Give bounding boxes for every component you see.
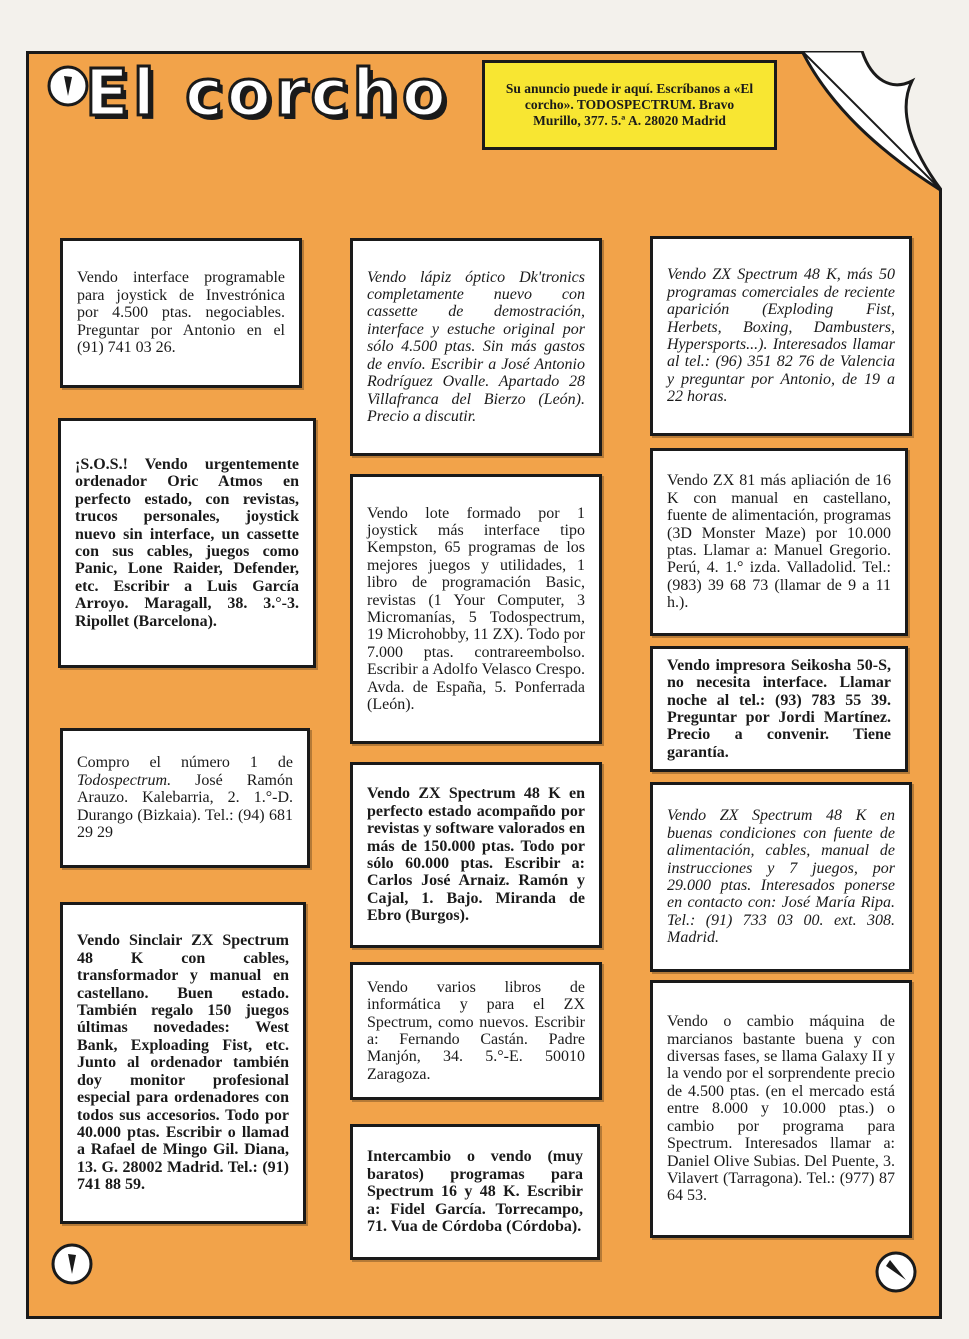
classified-ad — [350, 238, 602, 456]
classified-ad — [650, 980, 912, 1238]
classified-ad — [350, 474, 602, 744]
classified-ad — [350, 962, 602, 1100]
classified-ad — [60, 728, 310, 868]
ad-text: Vendo interface programable para joystick de Investrónica por 4.500 ptas. negociables. Preguntar por Antonio en el (91) 741 03 26. — [77, 269, 285, 357]
ad-text: Vendo lote formado por 1 joystick más interface tipo Kempston, 65 programas de los mejores juegos y utilidades, 1 libro de programación Basic, revistas (1 Your Computer, 3 Micromanías, 5 Todospectrum, 19 Microhobby, 11 ZX). Todo por 7.000 ptas. contrareembolso. Escribir a Adolfo Velasco Crespo. Avda. de España, 5. Ponferrada (León). — [367, 504, 585, 714]
magazine-name: Todospectrum. — [77, 771, 172, 789]
ad-text: Vendo impresora Seikosha 50-S, no necesita interface. Llamar noche al tel.: (93) 783 55 39. Preguntar por Jordi Martínez. Precio a convenir. Tiene garantía. — [667, 656, 891, 761]
classified-ad — [650, 646, 908, 772]
ad-text: Compro el número 1 de Todospectrum. José Ramón Arauzo. Kalebarria, 2. 1.°-D. Durango (Bizkaia). Tel.: (94) 681 29 29 — [77, 754, 293, 842]
classified-ad — [650, 236, 912, 436]
ad-text: Intercambio o vendo (muy baratos) programas para Spectrum 16 y 48 K. Escribir a: Fidel García. Torrecampo, 71. Vua de Córdoba (Córdoba). — [367, 1148, 583, 1236]
post-ad-notice: Su anuncio puede ir aquí. Escríbanos a «El corcho». TODOSPECTRUM. Bravo Murillo, 377. 5.ª A. 28020 Madrid — [482, 60, 777, 150]
classified-ad — [350, 1124, 600, 1260]
ad-text: Vendo varios libros de informática y para el ZX Spectrum, como nuevos. Escribir a: Fernando Castán. Padre Manjón, 34. 5.°-E. 50010 Zaragoza. — [367, 978, 585, 1083]
ad-text: Vendo Sinclair ZX Spectrum 48 K con cables, transformador y manual en castellano. Buen estado. También regalo 150 juegos últimas novedades: West Bank, Exploading Fist, etc. Junto al ordenador también doy monitor profesional especial para ordenadores con todos sus accesorios. Todo por 40.000 ptas. Escribir o llamad a Rafael de Mingo Gil. Diana, 13. G. 28002 Madrid. Tel.: (91) 741 88 59. — [77, 932, 289, 1194]
ad-text: Vendo ZX Spectrum 48 K en perfecto estado acompañdo por revistas y software valorados en más de 150.000 ptas. Todo por sólo 60.000 ptas. Escribir a: Carlos José Arnaiz. Ramón y Cajal, 1. Bajo. Miranda de Ebro (Burgos). — [367, 785, 585, 925]
section-title: El corcho — [85, 57, 450, 131]
classified-ad — [60, 238, 302, 388]
classified-ad — [60, 902, 306, 1224]
classified-ad — [350, 762, 602, 948]
classified-ad — [650, 782, 912, 972]
pushpin-icon — [50, 1242, 94, 1286]
ad-text: ¡S.O.S.! Vendo urgentemente ordenador Oric Atmos en perfecto estado, con revistas, trucos personales, joystick nuevo sin interface, un cassette con sus cables, juegos como Panic, Lone Raider, Defender, etc. Escribir a Luis García Arroyo. Maragall, 38. 3.°-3. Ripollet (Barcelona). — [75, 455, 299, 630]
ad-text: Vendo o cambio máquina de marcianos bastante buena y con diversas fases, se llama Galaxy II y la vendo por el sorprendente precio de 4.500 ptas. (en el mercado está entre 8.000 y 10.000 ptas.) o cambio por programa para Spectrum. Interesados llamar a: Daniel Olive Subias. Del Puente, 3. Vilavert (Tarragona). Tel.: (977) 87 64 53. — [667, 1013, 895, 1205]
pushpin-icon — [46, 64, 90, 108]
ad-text: Vendo ZX Spectrum 48 K, más 50 programas comerciales de reciente aparición (Exploding Fist, Herbets, Boxing, Dambusters, Hypersports...). Interesados llamar al tel.: (96) 351 82 76 de Valencia y preguntar por Antonio, de 19 a 22 horas. — [667, 266, 895, 406]
curled-page-corner-icon — [802, 51, 942, 191]
ad-text: Vendo lápiz óptico Dk'tronics completamente nuevo con cassette de demostración, interface y estuche original por sólo 4.500 ptas. Sin más gastos de envío. Escribir a José Antonio Rodríguez Ovalle. Apartado 28 Villafranca del Bierzo (León). Precio a discutir. — [367, 268, 585, 425]
classified-ad — [650, 448, 908, 636]
pushpin-icon — [874, 1250, 918, 1294]
ad-text: Vendo ZX Spectrum 48 K en buenas condiciones con fuente de alimentación, cables, manual de instrucciones y 7 juegos, por 29.000 ptas. Interesados ponerse en contacto con: José María Ripa. Tel.: (91) 733 03 00. ext. 308. Madrid. — [667, 807, 895, 947]
classified-ad — [58, 418, 316, 668]
ad-text: Vendo ZX 81 más apliación de 16 K con manual en castellano, fuente de alimentación, programas (3D Monster Maze) por 10.000 ptas. Llamar a: Manuel Gregorio. Perú, 4. 1.° izda. Valladolid. Tel.: (983) 39 68 73 (llamar de 9 a 11 h.). — [667, 472, 891, 612]
